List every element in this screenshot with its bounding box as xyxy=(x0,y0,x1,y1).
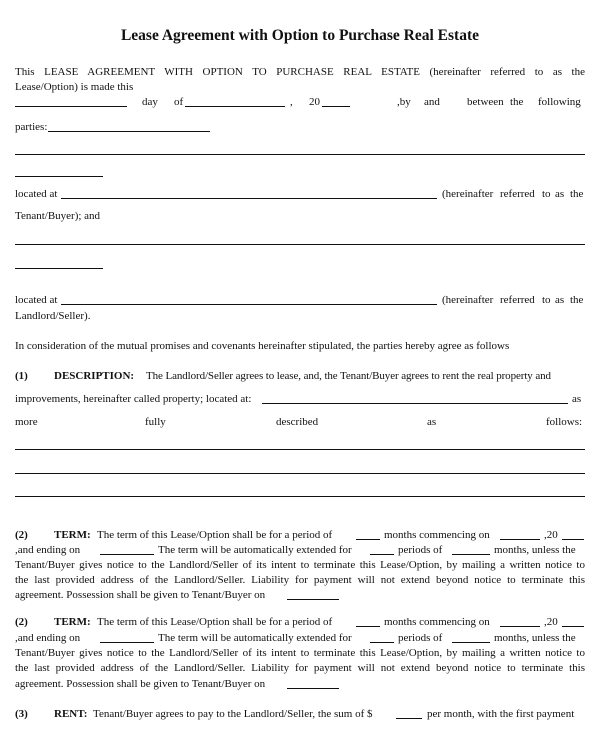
tenant-ref-word: the xyxy=(570,188,584,200)
section-2-line-2c: periods of xyxy=(398,544,443,556)
section-2-period-months-blank[interactable] xyxy=(452,554,490,555)
tenant-ref-word: referred xyxy=(500,188,535,200)
section-3-line-1c: ,20 xyxy=(544,616,558,628)
comma: , xyxy=(290,96,293,108)
section-2-line-1b: months commencing on xyxy=(384,529,490,541)
tenant-ref-word: as xyxy=(555,188,565,200)
section-2-possession-blank[interactable] xyxy=(287,599,339,600)
landlord-ref-word: to xyxy=(542,294,551,306)
section-3-year-blank[interactable] xyxy=(562,626,584,627)
tenant-ref-word: (hereinafter xyxy=(442,188,494,200)
section-4-text: Tenant/Buyer agrees to pay to the Landlord/Seller, the sum of $ xyxy=(93,708,373,720)
section-3-line-2c: periods of xyxy=(398,632,443,644)
consideration-text: In consideration of the mutual promises and covenants hereinafter stipulated, the parties hereby agree as follows xyxy=(15,340,510,352)
section-4-text-2: per month, with the first payment xyxy=(427,708,575,720)
section-2-months-blank[interactable] xyxy=(356,539,380,540)
section-2-number: (2) xyxy=(15,529,28,541)
parties-blank[interactable] xyxy=(48,131,210,132)
section-3-line-1a: The term of this Lease/Option shall be for a period of xyxy=(97,616,333,628)
rent-amount-blank[interactable] xyxy=(396,718,422,719)
section-1-word: fully xyxy=(145,416,166,428)
year-blank[interactable] xyxy=(322,106,350,107)
property-address-blank[interactable] xyxy=(262,403,568,404)
section-3-line-4: the last provided address of the Landlord/Seller. Liability for payment will not extend beyond notice to terminate this xyxy=(15,662,585,674)
section-2-line-3: Tenant/Buyer gives notice to the Landlord/Seller of its intent to terminate this Lease/Option, by mailing a written notice to xyxy=(15,559,585,571)
month-blank[interactable] xyxy=(185,106,285,107)
between-word: between xyxy=(467,96,504,108)
section-3-number: (2) xyxy=(15,616,28,628)
landlord-located-label: located at xyxy=(15,294,58,306)
day-word: day xyxy=(142,96,158,108)
section-3-start-blank[interactable] xyxy=(500,626,540,627)
tenant-address-blank[interactable] xyxy=(61,198,437,199)
intro-line-1: This LEASE AGREEMENT WITH OPTION TO PURCHASE REAL ESTATE (hereinafter referred to as the xyxy=(15,66,585,78)
intro-line-2: Lease/Option) is made this xyxy=(15,81,134,93)
section-3-line-2a: ,and ending on xyxy=(15,632,81,644)
section-1-word: as xyxy=(427,416,437,428)
section-2-line-2b: The term will be automatically extended for xyxy=(158,544,352,556)
section-1-line-2: improvements, hereinafter called property; located at: xyxy=(15,393,252,405)
section-1-text: The Landlord/Seller agrees to lease, and, the Tenant/Buyer agrees to rent the real property and xyxy=(146,370,551,382)
date-blank-1[interactable] xyxy=(15,106,127,107)
landlord-role: Landlord/Seller). xyxy=(15,310,91,322)
section-3-period-months-blank[interactable] xyxy=(452,642,490,643)
section-2-end-blank[interactable] xyxy=(100,554,154,555)
tenant-line-1[interactable] xyxy=(15,244,585,245)
party-line-2[interactable] xyxy=(15,176,103,177)
section-1-word: described xyxy=(276,416,319,428)
landlord-ref-word: (hereinafter xyxy=(442,294,494,306)
section-2-line-2d: months, unless the xyxy=(494,544,576,556)
section-1-word: follows: xyxy=(546,416,583,428)
description-line-1[interactable] xyxy=(15,449,585,450)
of-word: of xyxy=(174,96,184,108)
section-4-number: (3) xyxy=(15,708,28,720)
section-4-heading: RENT: xyxy=(54,708,88,720)
section-1-heading: DESCRIPTION: xyxy=(54,370,135,382)
landlord-ref-word: referred xyxy=(500,294,535,306)
section-3-line-5: agreement. Possession shall be given to Tenant/Buyer on xyxy=(15,678,266,690)
tenant-ref-word: to xyxy=(542,188,551,200)
tenant-located-label: located at xyxy=(15,188,58,200)
landlord-ref-word: as xyxy=(555,294,565,306)
document-title: Lease Agreement with Option to Purchase Real Estate xyxy=(120,27,480,44)
description-line-2[interactable] xyxy=(15,473,585,474)
section-2-line-4: the last provided address of the Landlord/Seller. Liability for payment will not extend beyond notice to terminate this xyxy=(15,574,585,586)
section-1-word: more xyxy=(15,416,38,428)
section-3-line-2d: months, unless the xyxy=(494,632,576,644)
section-2-heading: TERM: xyxy=(54,529,91,541)
section-3-line-1b: months commencing on xyxy=(384,616,490,628)
and-word: and xyxy=(424,96,440,108)
the-word: the xyxy=(510,96,524,108)
tenant-role: Tenant/Buyer); and xyxy=(15,210,101,222)
section-3-possession-blank[interactable] xyxy=(287,688,339,689)
section-2-line-5: agreement. Possession shall be given to Tenant/Buyer on xyxy=(15,589,266,601)
section-3-periods-blank[interactable] xyxy=(370,642,394,643)
party-line-1[interactable] xyxy=(15,154,585,155)
parties-label: parties: xyxy=(15,121,48,133)
section-2-periods-blank[interactable] xyxy=(370,554,394,555)
section-3-heading: TERM: xyxy=(54,616,91,628)
landlord-address-blank[interactable] xyxy=(61,304,437,305)
description-line-3[interactable] xyxy=(15,496,585,497)
section-2-line-2a: ,and ending on xyxy=(15,544,81,556)
section-2-start-blank[interactable] xyxy=(500,539,540,540)
section-1-number: (1) xyxy=(15,370,28,382)
section-3-line-3: Tenant/Buyer gives notice to the Landlord/Seller of its intent to terminate this Lease/Option, by mailing a written notice to xyxy=(15,647,585,659)
landlord-ref-word: the xyxy=(570,294,584,306)
section-1-as: as xyxy=(572,393,582,405)
following-word: following xyxy=(538,96,581,108)
tenant-line-2[interactable] xyxy=(15,268,103,269)
section-3-months-blank[interactable] xyxy=(356,626,380,627)
by-word: ,by xyxy=(397,96,411,108)
section-2-year-blank[interactable] xyxy=(562,539,584,540)
section-3-line-2b: The term will be automatically extended for xyxy=(158,632,352,644)
year-prefix: 20 xyxy=(309,96,320,108)
section-3-end-blank[interactable] xyxy=(100,642,154,643)
section-2-line-1a: The term of this Lease/Option shall be for a period of xyxy=(97,529,333,541)
section-2-line-1c: ,20 xyxy=(544,529,558,541)
